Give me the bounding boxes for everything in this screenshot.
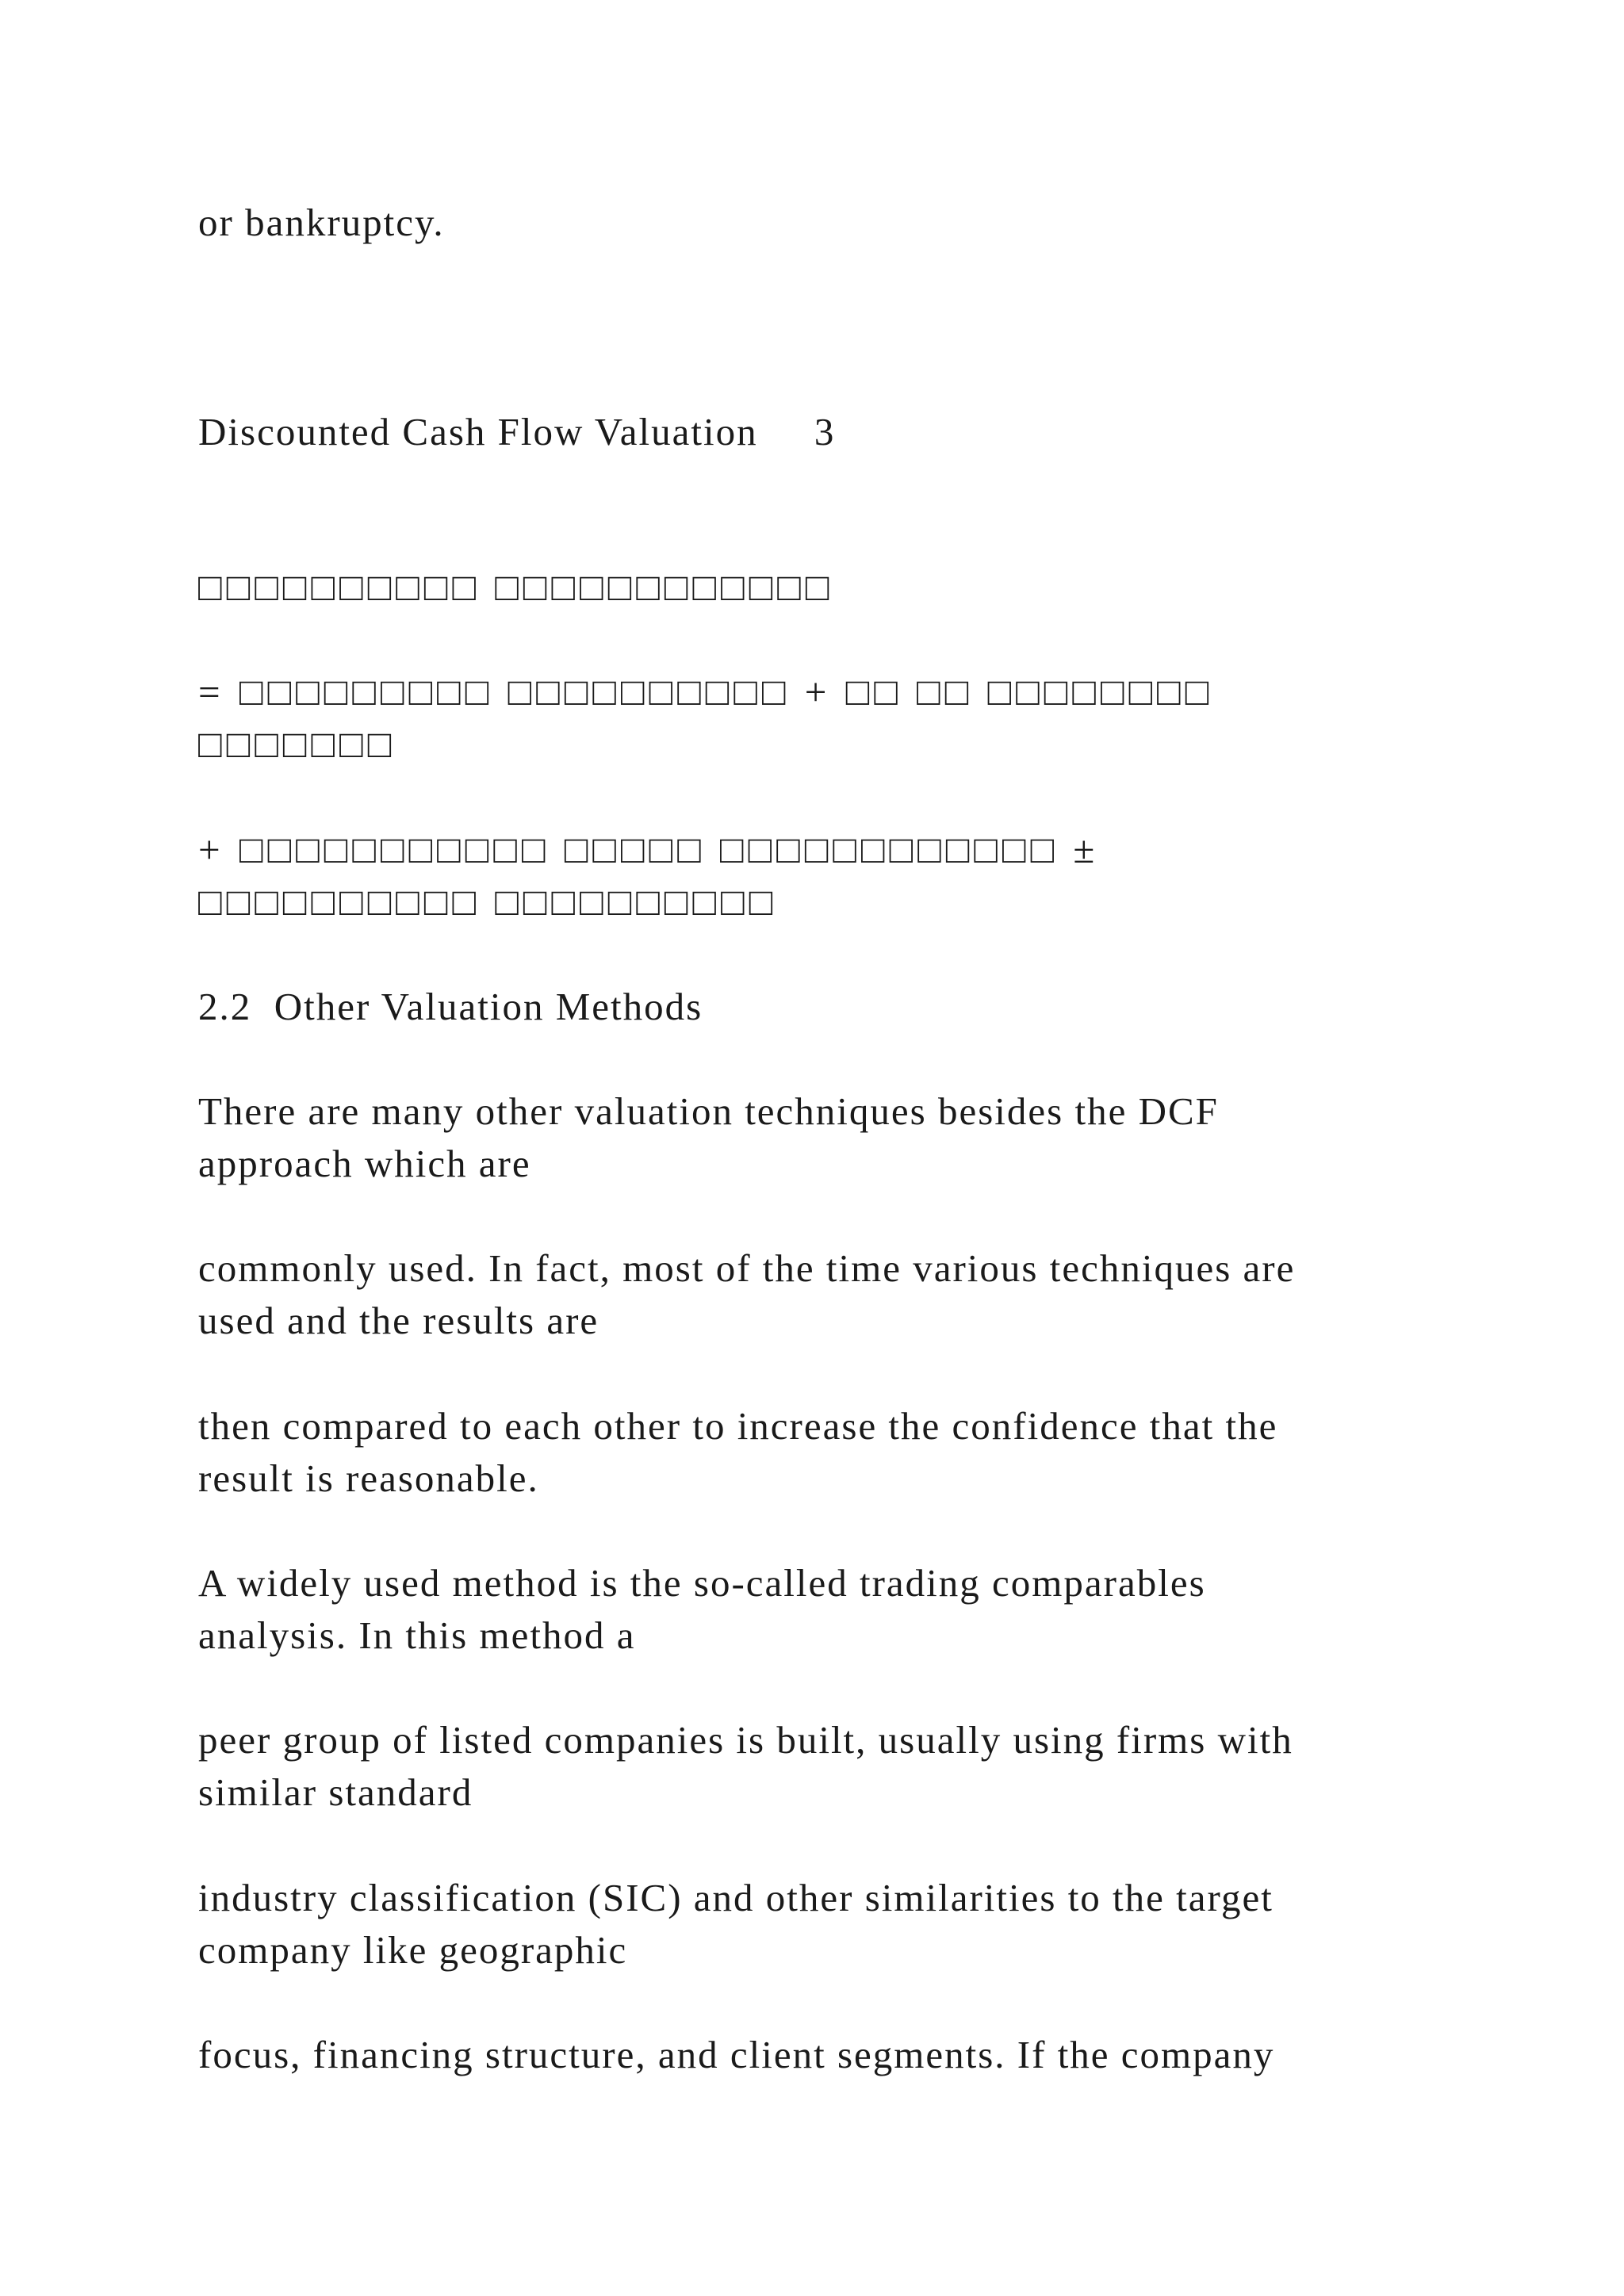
equation-line: □□□□□□□□□□ □□□□□□□□□□ bbox=[198, 880, 778, 924]
text-line: or bankruptcy. bbox=[198, 201, 445, 244]
paragraph-line: A widely used method is the so-called trading comparables bbox=[198, 1561, 1206, 1605]
paragraph-line: analysis. In this method a bbox=[198, 1613, 636, 1657]
equation-line: □□□□□□□ bbox=[198, 722, 396, 766]
paragraph-line: focus, financing structure, and client segments. If the company bbox=[198, 2033, 1275, 2076]
paragraph-line: There are many other valuation techniques besides the DCF bbox=[198, 1089, 1219, 1133]
equation-line: + □□□□□□□□□□□ □□□□□ □□□□□□□□□□□□ ± bbox=[198, 828, 1100, 871]
paragraph-line: then compared to each other to increase the confidence that the bbox=[198, 1404, 1278, 1448]
section-heading: 2.2 Other Valuation Methods bbox=[198, 985, 703, 1028]
paragraph-line: peer group of listed companies is built, usually using firms with bbox=[198, 1718, 1293, 1762]
paragraph-line: similar standard bbox=[198, 1770, 473, 1814]
paragraph-line: industry classification (SIC) and other similarities to the target bbox=[198, 1876, 1274, 1919]
paragraph-line: approach which are bbox=[198, 1142, 531, 1185]
paragraph-line: company like geographic bbox=[198, 1928, 628, 1972]
paragraph-line: used and the results are bbox=[198, 1299, 599, 1342]
paragraph-line: result is reasonable. bbox=[198, 1456, 539, 1500]
equation-line: = □□□□□□□□□ □□□□□□□□□□ + □□ □□ □□□□□□□□ bbox=[198, 670, 1214, 714]
equation-line: □□□□□□□□□□ □□□□□□□□□□□□ bbox=[198, 565, 834, 609]
paragraph-line: commonly used. In fact, most of the time various techniques are bbox=[198, 1246, 1296, 1290]
section-header: Discounted Cash Flow Valuation 3 bbox=[198, 410, 836, 453]
